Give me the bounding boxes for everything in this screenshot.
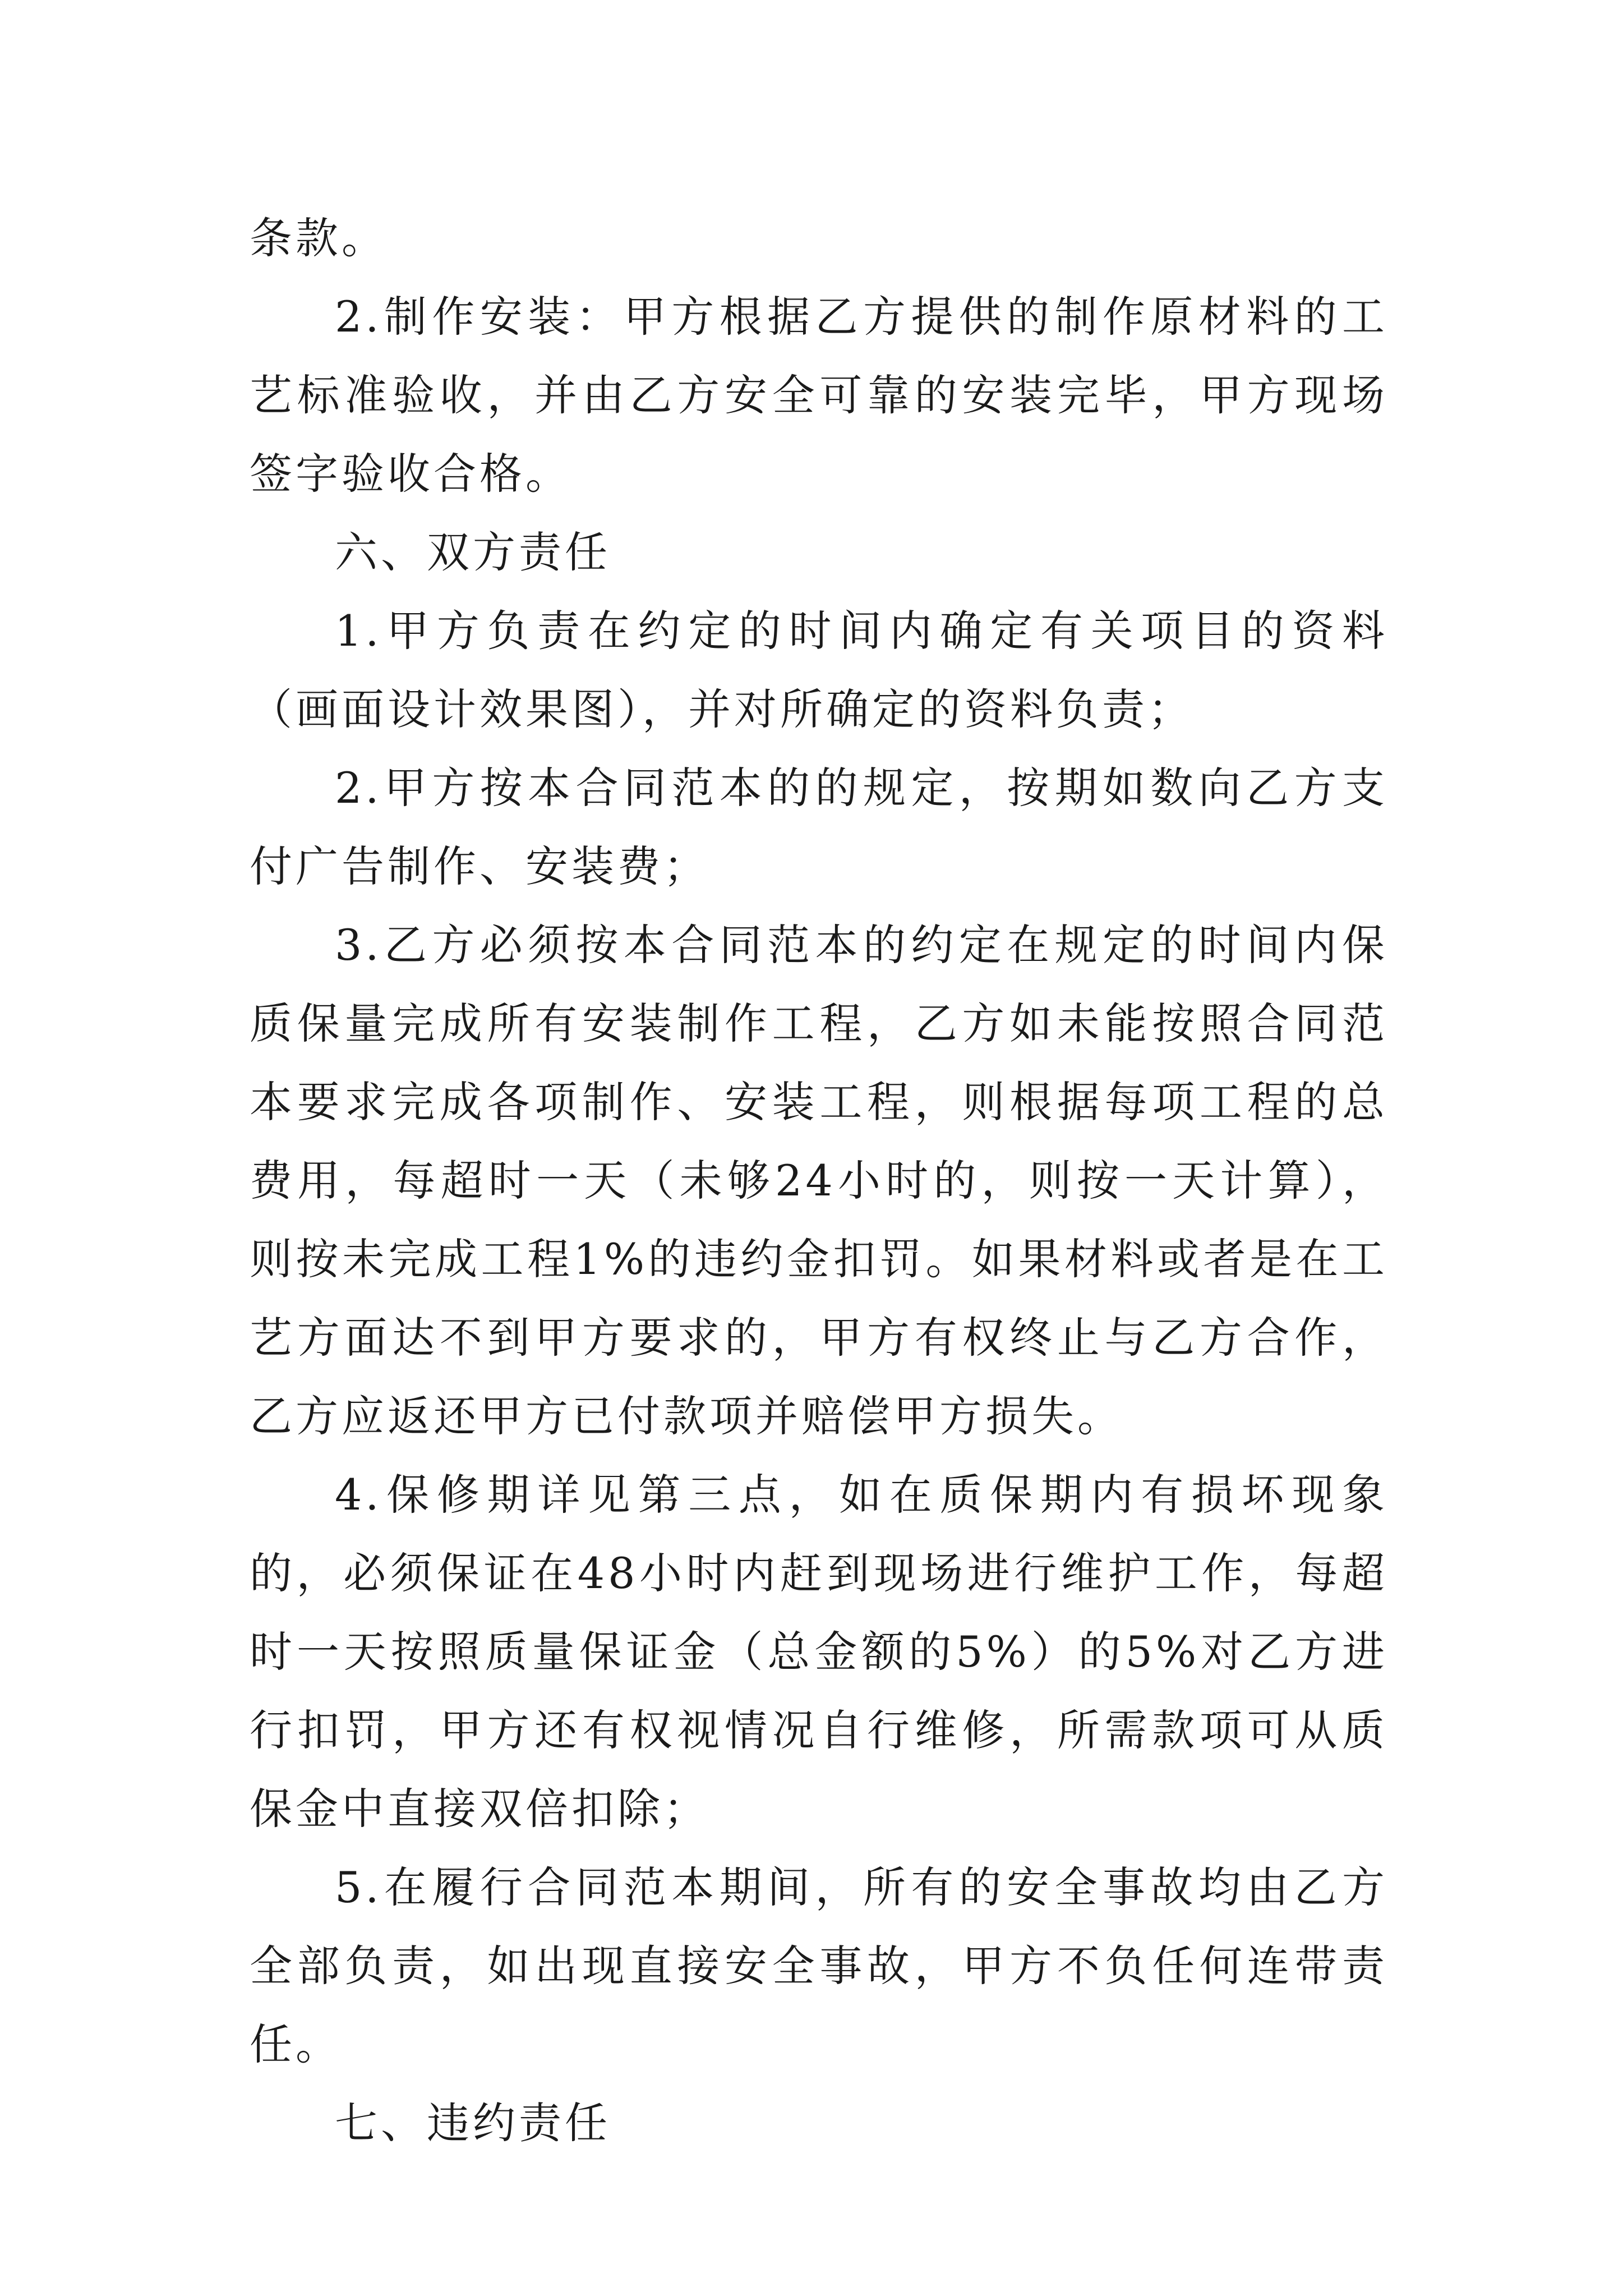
section-heading-breach-liability: 七、违约责任 xyxy=(335,2098,611,2148)
paragraph-responsibility-3: 3.乙方必须按本合同范本的约定在规定的时间内保质保量完成所有安装制作工程，乙方如未能按照合同范本要求完成各项制作、安装工程，则根据每项工程的总费用，每超时一天（未够24小时的，则按一天计算），则按未完成工程1%的违约金扣罚。如果材料或者是在工艺方面达不到甲方要求的，甲方有权终止与乙方合作，乙方应返还甲方已付款项并赔偿甲方损失。 xyxy=(250,920,1388,1441)
section-heading-mutual-responsibilities: 六、双方责任 xyxy=(335,527,611,577)
document-body xyxy=(250,199,1388,2162)
paragraph-responsibility-4: 4.保修期详见第三点，如在质保期内有损坏现象的，必须保证在48小时内赶到现场进行维护工作，每超时一天按照质量保证金（总金额的5%）的5%对乙方进行扣罚，甲方还有权视情况自行维修，所需款项可从质保金中直接双倍扣除； xyxy=(250,1470,1388,1834)
paragraph-responsibility-5: 5.在履行合同范本期间，所有的安全事故均由乙方全部负责，如出现直接安全事故，甲方不负任何连带责任。 xyxy=(250,1862,1388,2069)
paragraph-installation: 2.制作安装：甲方根据乙方提供的制作原材料的工艺标准验收，并由乙方安全可靠的安装完毕，甲方现场签字验收合格。 xyxy=(250,292,1388,499)
paragraph-clause-end: 条款。 xyxy=(250,213,388,263)
paragraph-responsibility-2: 2.甲方按本合同范本的的规定，按期如数向乙方支付广告制作、安装费； xyxy=(250,763,1388,891)
paragraph-responsibility-1: 1.甲方负责在约定的时间内确定有关项目的资料（画面设计效果图），并对所确定的资料负责； xyxy=(250,606,1388,734)
